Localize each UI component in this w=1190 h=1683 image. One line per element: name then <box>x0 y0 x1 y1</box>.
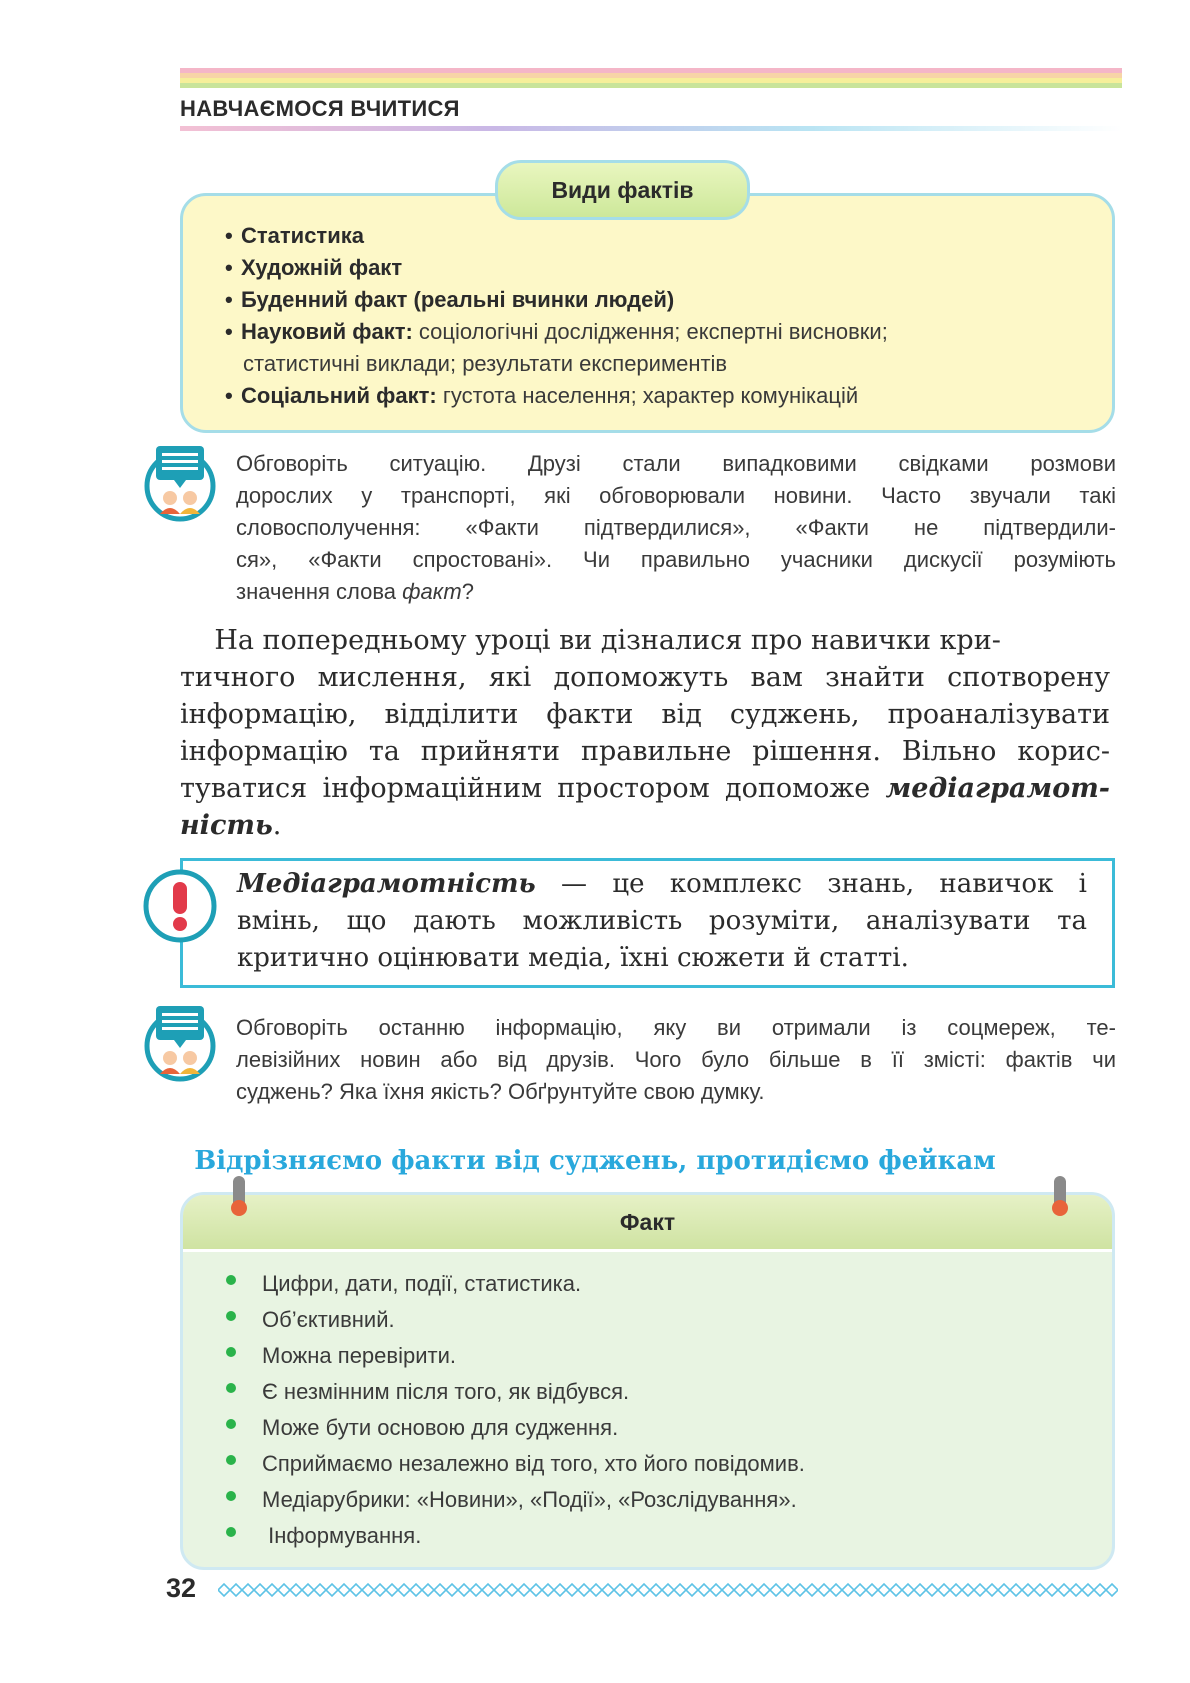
list-item: • Соціальний факт: густота населення; характер комунікацій <box>225 383 859 408</box>
facts-types-title: Види фактів <box>495 160 750 220</box>
section-title: Відрізняємо факти від суджень, протидіємо фейкам <box>194 1146 996 1176</box>
list-item: Може бути основою для судження. <box>224 1410 805 1446</box>
page-number: 32 <box>166 1573 197 1603</box>
facts-types-list <box>225 220 1105 412</box>
list-item: Є незмінним після того, як відбувся. <box>224 1374 805 1410</box>
pin-icon <box>233 1176 245 1212</box>
list-item: • Буденний факт (реальні вчинки людей) <box>225 287 675 312</box>
list-item: Об’єктивний. <box>224 1302 805 1338</box>
list-item: Сприймаємо незалежно від того, хто його повідомив. <box>224 1446 805 1482</box>
fact-card-title: Факт <box>183 1195 1112 1252</box>
discussion-icon <box>140 442 220 522</box>
list-item: Медіарубрики: «Новини», «Події», «Розслідування». <box>224 1482 805 1518</box>
discussion-text-2: Обговоріть останню інформацію, яку ви отримали із соцмереж, те- левізійних новин або від друзів. Чого було більше в її змісті: фактів чи суджень? Яка їхня якість? Обґрунтуйте свою думку. <box>236 1015 1116 1104</box>
list-item: • Статистика <box>225 223 364 248</box>
list-item: Цифри, дати, події, статистика. <box>224 1266 805 1302</box>
definition-text: Медіаграмотність — це комплекс знань, навичок і вмінь, що дають можливість розуміти, аналізувати та критично оцінювати медіа, їхні сюжети й статті. <box>237 869 1087 973</box>
list-item: Інформування. <box>224 1518 805 1554</box>
list-item: • Науковий факт: соціологічні дослідження; експертні висновки; <box>225 319 888 344</box>
exclamation-icon <box>142 868 218 944</box>
section-header-title: НАВЧАЄМОСЯ ВЧИТИСЯ <box>180 96 460 121</box>
list-item: Можна перевірити. <box>224 1338 805 1374</box>
discussion-text-1: Обговоріть ситуацію. Друзі стали випадковими свідками розмови дорослих у транспорті, які обговорювали новини. Часто звучали такі словосполучення: «Факти підтвердилися», «Факти не підтвердили- ся», «Факти спростовані». Чи правильно учасники дискусії розуміють значення слова факт? <box>236 451 1116 604</box>
header-underline <box>180 126 1122 131</box>
discussion-icon <box>140 1002 220 1082</box>
main-paragraph: На попередньому уроці ви дізналися про навички кри- тичного мислення, які допоможуть вам знайти спотворену інформацію, відділити факти від суджень, проаналізувати інформацію та прийняти правильне рішення. Вільно корис- туватися інформаційним простором допоможе медіаграмот- ність. <box>180 625 1110 841</box>
footer-ornament <box>218 1583 1118 1597</box>
list-item: • Художній факт <box>225 255 403 280</box>
fact-card-list <box>224 1266 805 1554</box>
pin-icon <box>1054 1176 1066 1212</box>
header-stripe-4 <box>180 83 1122 88</box>
list-item-continuation: статистичні виклади; результати експериментів <box>243 351 728 376</box>
